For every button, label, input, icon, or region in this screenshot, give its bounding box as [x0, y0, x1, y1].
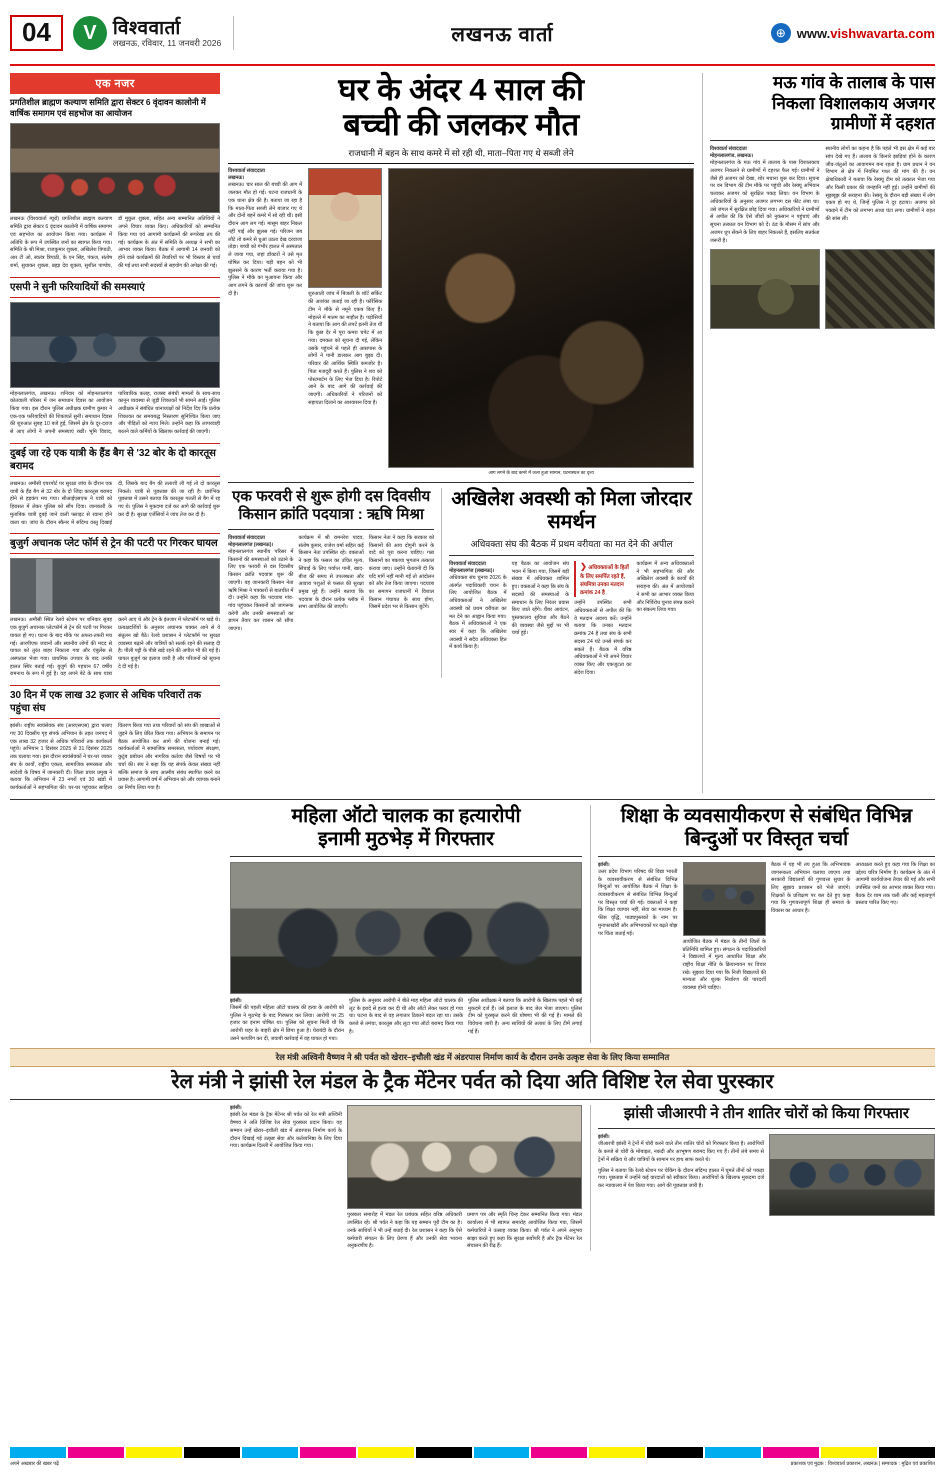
shiksha-col-3: बैठक में यह भी तय हुआ कि अभिभावक जागरूकता अभियान चलाया जाएगा तथा सरकारी विद्यालयों की गुणवत्ता सुधार के लिए सुझाव प्रशासन को भेजे जाएंगे। शिक्षकों के प्रशिक्षण पर बल देते हुए कहा गया कि गुणवत्तापूर्ण शिक्षा ही समाज के विकास का आधार है। [770, 861, 851, 915]
brief-5-title: 30 दिन में एक लाख 32 हजार से अधिक परिवारों तक पहुंचा संघ [10, 690, 202, 715]
akhilesh-dateline: मोहनलालगंज (लखनऊ)। [449, 567, 495, 574]
burnt-room-caption: आग लगने के बाद कमरे में जला हुआ सामान, घटनास्थल का दृश्य [488, 470, 594, 476]
brief-1-title: प्रगतिशील ब्राह्मण कल्याण समिति द्वारा सेक्टर 6 वृंदावन कालोनी में वार्षिक समागम एवं सहभोज का आयोजन [10, 97, 206, 119]
lead-headline-line2: बच्ची की जलकर मौत [343, 106, 579, 142]
lead-headline-line1: घर के अंदर 4 साल की [338, 72, 584, 107]
burnt-room-photo [388, 168, 694, 468]
lower-left-spacer [10, 805, 222, 1044]
grp-story [590, 1105, 935, 1251]
lead-subhead: राजधानी में बहन के साथ कमरे में सो रही थी, माता–पिता गए थे सब्जी लेने [228, 147, 694, 164]
url-prefix: www. [796, 25, 831, 41]
akhilesh-col-4: कार्यक्रम में अन्य अधिवक्ताओं ने भी सहभागिता की और अखिलेश अवस्थी के कार्यों की सराहना की। अंत में आयोजकों ने सभी का आभार व्यक्त किया और निर्विरोध चुनाव संपन्न कराने का संकल्प लिया गया। [636, 560, 695, 614]
lead-col-1: लखनऊ। चार साल की बच्ची की आग में जलकर मौत हो गई। घटना राजधानी के एक थाना क्षेत्र की है। बताया जा रहा है कि माता-पिता सब्जी लेने बाजार गए थे और दोनों बहनें कमरे में सो रही थीं। इसी दौरान आग लग गई। मासूम बाहर निकल नहीं पाई और झुलस गई। परिजन जब लौटे तो कमरे से धुआं उठता देख दरवाजा तोड़ा। बच्ची को गंभीर हालत में अस्पताल ले जाया गया, जहां डॉक्टरों ने उसे मृत घोषित कर दिया। बड़ी बहन को भी झुलसने के कारण भर्ती कराया गया है। पुलिस ने मौके का मुआयना किया और आग लगने के कारणों की जांच शुरू कर दी है। [228, 182, 303, 297]
kisan-credit: विश्ववार्ता संवाददाता [228, 534, 265, 541]
event-group-photo [10, 123, 220, 213]
snake-col-2: स्थानीय लोगों का कहना है कि पहले भी इस क्षेत्र में कई बार सांप देखे गए हैं। तालाब के किनारे झाड़ियां होने के कारण जीव-जंतुओं का आवागमन बना रहता है। ग्राम प्रधान ने वन विभाग से क्षेत्र में नियमित गश्त की मांग की है। वन क्षेत्राधिकारी ने बताया कि रेस्क्यू टीम को तत्काल भेजा गया और किसी प्रकार की जनहानि नहीं हुई। उन्होंने ग्रामीणों की सूझबूझ की सराहना की। रेस्क्यू के दौरान बड़ी संख्या में लोग एकत्र हो गए थे, जिन्हें पुलिस ने दूर हटाया। अजगर को पकड़ने में टीम को लगभग आधा घंटा लगा। ग्रामीणों ने राहत की सांस ली। [825, 146, 935, 222]
ek-nazar-label: एक नजर [10, 73, 220, 94]
website-link[interactable] [771, 23, 935, 43]
shiksha-col-4: अध्यक्षता करते हुए कहा गया कि शिक्षा का उद्देश्य चरित्र निर्माण है। कार्यक्रम के अंत में आगामी कार्ययोजना तैयार की गई और सभी उपस्थित जनों का आभार व्यक्त किया गया। बैठक देर शाम तक चली और कई महत्वपूर्ण प्रस्ताव पारित किए गए। [855, 861, 935, 907]
shiksha-col-1: उत्तर प्रदेश विभाग परिषद की विद्या भारती के व्यवसायीकरण से संबंधित विभिन्न बिन्दुओं पर आयोजित बैठक में शिक्षा के व्यवसायीकरण से संबंधित विभिन्न बिन्दुओं पर विस्तृत चर्चा की गई। वक्ताओं ने कहा कि शिक्षा व्यापार नहीं, सेवा का माध्यम है। फीस वृद्धि, पाठ्यपुस्तकों के नाम पर मुनाफाखोरी और अभिभावकों पर बढ़ते बोझ पर चिंता जताई गई। [598, 868, 678, 937]
main-column [228, 73, 694, 793]
akhilesh-col-1: अधिवक्ता संघ चुनाव 2026 के अंतर्गत पदाधिकारी चयन के लिए आयोजित बैठक में अधिवक्ताओं ने अखिलेश अवस्थी को प्रथम वरीयता का मत देने का आह्वान किया गया। बैठक में अधिवक्ताओं ने एक स्वर में कहा कि अखिलेश अवस्थी ने सदैव अधिवक्ता हित में कार्य किया है। [449, 574, 507, 651]
snake-headline-line3: ग्रामीणों में दहशत [830, 114, 935, 134]
grp-col-1: जीआरपी झांसी ने ट्रेनों में चोरी करने वाले तीन शातिर चोरों को गिरफ्तार किया है। आरोपियों के कब्जे से चोरी के मोबाइल, नकदी और आभूषण बरामद किए गए हैं। तीनों लंबे समय से ट्रेनों में सक्रिय थे और यात्रियों के सामान पर हाथ साफ करते थे। [598, 1141, 764, 1163]
mahila-headline-line1: महिला ऑटो चालक का हत्यारोपी [291, 804, 521, 827]
akhilesh-story [441, 488, 694, 678]
rail-col-2: पुरस्कार समारोह में मंडल रेल प्रबंधक सहित वरिष्ठ अधिकारी उपस्थित रहे। श्री पर्वत ने कहा कि यह सम्मान पूरी टीम का है। उनके साथियों ने भी उन्हें बधाई दी। रेल प्रशासन ने कहा कि ऐसे कर्मचारी संगठन के लिए प्रेरणा हैं और उनकी सेवा भावना अनुकरणीय है। [346, 1212, 462, 1250]
rail-dateline: झांसी। [230, 1105, 242, 1112]
mahila-auto-story [230, 805, 582, 1044]
akhilesh-col-2: यह बैठक का आयोजन संघ भवन में किया गया, जिसमें बड़ी संख्या में अधिवक्ता शामिल हुए। वक्ताओं ने कहा कि संघ के सदस्यों की समस्याओं के समाधान के लिए निरंतर प्रयास किए जाते रहेंगे। चैंबर आवंटन, पुस्तकालय सुविधा और बैठने की व्यवस्था जैसे मुद्दों पर भी चर्चा हुई। [511, 560, 570, 637]
shiksha-dateline: झांसी। [598, 861, 610, 868]
footer-right-note: प्रकाशक एवं मुद्रक : विश्ववार्ता प्रकाशन, लखनऊ | सम्पादक : मुद्रित एवं प्रकाशित [790, 1461, 935, 1467]
grp-dateline: झांसी। [598, 1134, 610, 1141]
kisan-story [228, 488, 434, 678]
brief-3-text: लखनऊ। अमौसी एयरपोर्ट पर सुरक्षा जांच के दौरान एक यात्री के हैंड बैग से 32 बोर के दो जिंदा कारतूस बरामद होने से हड़कंप मच गया। सीआईएसएफ ने यात्री को हिरासत में लेकर पुलिस को सौंप दिया। जानकारी के मुताबिक यात्री दुबई जाने वाली फ्लाइट से रवाना होने वाला था। जांच के दौरान स्कैनर में संदिग्ध वस्तु दिखाई दी, जिसके बाद बैग की तलाशी ली गई तो दो कारतूस निकले। यात्री से पूछताछ की जा रही है। प्रारंभिक पूछताछ में उसने बताया कि कारतूस गलती से बैग में रह गए थे। पुलिस ने मुकदमा दर्ज कर आगे की कार्रवाई शुरू कर दी है। सुरक्षा एजेंसियों ने जांच तेज कर दी है। [10, 480, 221, 526]
globe-icon: ⊕ [771, 23, 791, 43]
akhilesh-quote: ❯ अधिवक्ताओं के हितों के लिए समर्पित रहते हैं, संघमित्रा उनका मतदान क्रमांक 24 है [574, 561, 631, 597]
shiksha-story [590, 805, 935, 1044]
publication-logo [73, 16, 234, 50]
snake-col-1: मोहनलालगंज के मऊ गांव में तालाब के पास विशालकाय अजगर निकलने से ग्रामीणों में दहशत फैल गई। ग्रामीणों ने जैसे ही अजगर को देखा, शोर मचाना शुरू कर दिया। सूचना पर वन विभाग की टीम मौके पर पहुंची और रेस्क्यू अभियान चलाकर अजगर को सुरक्षित पकड़ लिया। वन विभाग के अधिकारियों के अनुसार अजगर लगभग दस फीट लंबा था। उसे जंगल में सुरक्षित छोड़ दिया गया। अधिकारियों ने ग्रामीणों से अपील की कि ऐसे जीवों को नुकसान न पहुंचाएं और सूचना तत्काल वन विभाग को दें। ठंड के मौसम में सांप और अजगर धूप सेंकने के लिए बाहर निकलते हैं, इसलिए सतर्कता जरूरी है। [710, 160, 820, 244]
rail-left-spacer [10, 1105, 222, 1251]
encounter-arrest-photo [230, 862, 582, 994]
logo-mark-icon: V [73, 16, 107, 50]
village-pond-photo [710, 249, 820, 329]
shiksha-headline-line1: शिक्षा के व्यवसायीकरण से संबंधित विभिन्न [620, 804, 913, 827]
lead-credit: विश्ववार्ता संवाददाता [228, 168, 265, 175]
footer-left-note: अपने अखबार की खबर पढ़ें [10, 1461, 59, 1467]
mahila-col-2: पुलिस के अनुसार आरोपी ने बीते माह महिला ऑटो चालक की लूट के इरादे से हत्या कर दी थी और ऑटो लेकर फरार हो गया था। घटना के बाद से वह लगातार ठिकाने बदल रहा था। उसके कब्जे से तमंचा, कारतूस और लूटा गया ऑटो बरामद किया गया है। [349, 997, 463, 1035]
snake-dateline: मोहनलालगंज, लखनऊ। [710, 153, 754, 160]
sp-public-hearing-photo [10, 302, 220, 388]
lead-story [228, 73, 694, 477]
akhilesh-deck: अधिवक्ता संघ की बैठक में प्रथम वरीयता का मत देने की अपील [470, 538, 673, 549]
brief-3-title: दुबई जा रहे एक यात्री के हैंड बैग से '32 बोर के दो कारतूस बरामद [10, 447, 216, 472]
kisan-col-3: किसान नेता ने कहा कि सरकार को किसानों की आय दोगुनी करने के वादे को पूरा करना चाहिए। गन्ना किसानों का बकाया भुगतान तत्काल कराया जाए। उन्होंने चेतावनी दी कि यदि मांगें नहीं मानी गईं तो आंदोलन को और तेज किया जाएगा। पदयात्रा का समापन राजधानी में विशाल किसान पंचायत के साथ होगा, जिसमें प्रदेश भर से किसान जुटेंगे। [368, 534, 435, 611]
rail-headline: रेल मंत्री ने झांसी रेल मंडल के ट्रैक मेंटेनर पर्वत को दिया अति विशिष्ट रेल सेवा पुरस्कार [171, 1071, 774, 1094]
snake-story [702, 73, 935, 793]
mahila-dateline: झांसी। [230, 997, 242, 1004]
shiksha-headline-line2: बिन्दुओं पर विस्तृत चर्चा [684, 827, 849, 850]
cmyk-colorbar [10, 1447, 935, 1458]
kisan-col-2: कार्यक्रम में श्री रामनरेश यादव, संतोष कुमार, राजेश वर्मा सहित कई किसान नेता उपस्थित रहे। वक्ताओं ने कहा कि फसल का उचित मूल्य, सिंचाई के लिए पर्याप्त पानी, खाद-बीज की समय से उपलब्धता और आवारा पशुओं से फसल की सुरक्षा प्रमुख मुद्दे हैं। उन्होंने बताया कि पदयात्रा के दौरान प्रत्येक ब्लॉक में सभा आयोजित की जाएगी। [298, 534, 364, 611]
brief-2-title: एसपी ने सुनी फरियादियों की समस्याएं [10, 281, 145, 293]
python-closeup-photo [825, 249, 935, 329]
rail-story [10, 1048, 935, 1251]
kisan-dateline: मोहनलालगंज (लखनऊ)। [228, 541, 274, 548]
ek-nazar-column [10, 73, 220, 793]
brief-4-title: बुजुर्ग अचानक प्लेट फॉर्म से ट्रेन की पटरी पर गिरकर घायल [10, 538, 218, 550]
brief-2-text: मोहनलालगंज, लखनऊ। शनिवार को मोहनलालगंज कोतवाली परिसर में जन समाधान दिवस का आयोजन किया गया। इस दौरान पुलिस अधीक्षक ग्रामीण कुमार ने एक-एक फरियादियों की शिकायतें सुनीं। समाधान दिवस की शुरुआत सुबह 10 बजे हुई, जिसमें क्षेत्र के दूर-दराज से आए लोगों ने अपनी समस्याएं रखीं। भूमि विवाद, पारिवारिक कलह, राजस्व संबंधी मामलों के साथ-साथ कानून व्यवस्था से जुड़ी शिकायतें भी सामने आईं। पुलिस अधीक्षक ने संबंधित थानाध्यक्षों को निर्देश दिए कि प्रत्येक शिकायत का समयबद्ध निस्तारण सुनिश्चित किया जाए और पीड़ितों को न्याय मिले। उन्होंने कहा कि लापरवाही बरतने वाले कर्मियों के खिलाफ कार्रवाई की जाएगी। [10, 390, 221, 436]
akhilesh-credit: विश्ववार्ता संवाददाता [449, 560, 486, 567]
kisan-headline-line1: एक फरवरी से शुरू होगी दस दिवसीय [232, 487, 431, 505]
mahila-col-3: पुलिस अधीक्षक ने बताया कि आरोपी के खिलाफ पहले भी कई मुकदमे दर्ज हैं। उसे इलाज के बाद जेल भेजा जाएगा। पुलिस टीम को पुरस्कृत करने की घोषणा भी की गई है। मामले की विवेचना जारी है। अन्य साथियों की तलाश के लिए टीमें लगाई गई हैं। [468, 997, 582, 1035]
snake-headline-line1: मऊ गांव के तालाब के पास [773, 73, 935, 92]
section-title: लखनऊ वार्ता [451, 23, 554, 46]
grp-arrest-photo [769, 1134, 935, 1216]
rail-col-3: प्रमाण पत्र और स्मृति चिन्ह देकर सम्मानित किया गया। मंडल कार्यालय में भी स्वागत समारोह आयोजित किया गया, जिसमें कर्मचारियों ने उत्साह व्यक्त किया। श्री पर्वत ने अपने अनुभव साझा करते हुए कहा कि सुरक्षा सर्वोपरि है और ट्रैक मेंटेनर रेल संचालन की रीढ़ हैं। [466, 1212, 582, 1250]
brief-5-text: झांसी। राष्ट्रीय स्वयंसेवक संघ (आरएसएस) द्वारा चलाए गए 30 दिवसीय गृह संपर्क अभियान के तहत जनपद में एक लाख 32 हजार से अधिक परिवारों तक कार्यकर्ता पहुंचे। अभियान 1 दिसंबर 2025 से 31 दिसंबर 2025 तक चलाया गया। इस दौरान स्वयंसेवकों ने घर-घर जाकर संघ के कार्यों, राष्ट्रीय एकता, सामाजिक समरसता और स्वदेशी के विषय में जानकारी दी। जिला प्रचार प्रमुख ने बताया कि अभियान में 23 नगरों एवं 30 खंडों में कार्यकर्ताओं ने सहभागिता की। घर-घर पहुंचकर साहित्य वितरण किया गया तथा परिवारों को संघ की शाखाओं से जुड़ने के लिए प्रेरित किया गया। अभियान के समापन पर बैठक आयोजित कर आगे की योजना बनाई गई। कार्यकर्ताओं ने सामाजिक समरसता, पर्यावरण संरक्षण, कुटुंब प्रबोधन और नागरिक कर्तव्य जैसे विषयों पर भी चर्चा की। संघ ने कहा कि यह संपर्क केवल संख्या नहीं बल्कि समाज के साथ आत्मीय संबंध स्थापित करने का प्रयास है। आगामी वर्ष में अभियान को और व्यापक बनाने का निर्णय लिया गया है। [10, 723, 221, 792]
mahila-headline-line2: इनामी मुठभेड़ में गिरफ्तार [318, 827, 494, 850]
rail-award-ceremony-photo [347, 1105, 582, 1209]
lead-dateline: लखनऊ। [228, 175, 245, 182]
grp-col-2: पुलिस ने बताया कि रेलवे स्टेशन पर चेकिंग के दौरान संदिग्ध हालत में घूमते तीनों को पकड़ा गया। पूछताछ में उन्होंने कई वारदातों को स्वीकार किया। आरोपियों के खिलाफ मुकदमा दर्ज कर न्यायालय में पेश किया गया। आगे की पूछताछ जारी है। [598, 1167, 764, 1190]
lead-col-2: शुरुआती जांच में बिजली के शॉर्ट सर्किट की आशंका जताई जा रही है। फॉरेंसिक टीम ने मौके से नमूने एकत्र किए हैं। मोहल्ले में मातम का माहौल है। पड़ोसियों ने बताया कि आग की लपटें इतनी तेज थीं कि कुछ देर में पूरा कमरा चपेट में आ गया। दमकल को सूचना दी गई, लेकिन उसके पहुंचने से पहले ही आसपास के लोगों ने पानी डालकर आग बुझा दी। परिवार की आर्थिक स्थिति कमजोर है। पिता मजदूरी करते हैं। पुलिस ने शव को पोस्टमार्टम के लिए भेज दिया है। रिपोर्ट आने के बाद आगे की कार्रवाई की जाएगी। अधिकारियों ने परिजनों को सहायता दिलाने का आश्वासन दिया है। [308, 291, 383, 406]
grp-headline: झांसी जीआरपी ने तीन शातिर चोरों को किया गिरफ्तार [623, 1105, 910, 1123]
snake-credit: विश्ववार्ता संवाददाता [710, 146, 747, 153]
education-conference-photo [683, 862, 766, 936]
shiksha-col-2: आयोजित बैठक में मंडल के तीनों जिलों के प्रतिनिधि शामिल हुए। संगठन के पदाधिकारियों ने विद्यालयों में मूल्य आधारित शिक्षा और राष्ट्रीय शिक्षा नीति के क्रियान्वयन पर विचार रखे। सुझाव दिया गया कि निजी विद्यालयों की मान्यता और शुल्क निर्धारण की पारदर्शी व्यवस्था होनी चाहिए। [682, 938, 766, 992]
publication-name: विश्ववार्ता [112, 17, 181, 39]
brief-4-text: लखनऊ। अमौसी स्थित रेलवे स्टेशन पर शनिवार सुबह एक बुजुर्ग अचानक प्लेटफॉर्म से ट्रेन की पटरी पर गिरकर घायल हो गए। घटना के बाद मौके पर अफरा-तफरी मच गई। आरपीएफ जवानों और स्थानीय लोगों की मदद से घायल को तुरंत बाहर निकाला गया और एंबुलेंस से अस्पताल भेजा गया। प्राथमिक उपचार के बाद उनकी हालत स्थिर बताई गई। बुजुर्ग की पहचान 67 वर्षीय रामनाथ के रूप में हुई है। वह अपने बेटे के साथ यात्रा करने आए थे और ट्रेन के इंतजार में प्लेटफॉर्म पर खड़े थे। प्रत्यक्षदर्शियों के अनुसार अचानक चक्कर आने से वे संतुलन खो बैठे। रेलवे प्रशासन ने प्लेटफॉर्म पर सुरक्षा व्यवस्था बढ़ाने और यात्रियों को सतर्क रहने की सलाह दी है। पीली पट्टी के पीछे खड़े रहने की अपील भी की गई है। घायल बुजुर्ग का इलाज जारी है और परिजनों को सूचना दे दी गई है। [10, 617, 221, 678]
kisan-col-1: मोहनलालगंज स्थानीय परिसर में किसानों की समस्याओं को उठाने के लिए एक फरवरी से दस दिवसीय किसान क्रांति पदयात्रा शुरू की जाएगी। यह जानकारी किसान नेता ऋषि मिश्रा ने पत्रकारों से बातचीत में दी। उन्होंने कहा कि पदयात्रा गांव-गांव पहुंचकर किसानों को जागरूक करेगी और उनकी समस्याओं का ज्ञापन तैयार कर शासन को सौंपा जाएगा। [228, 548, 294, 633]
edition-date: लखनऊ, रविवार, 11 जनवरी 2026 [112, 37, 222, 48]
railway-platform-photo [10, 558, 220, 614]
victim-child-photo [308, 168, 382, 288]
rail-ribbon: रेल मंत्री अश्विनी वैष्णव ने श्री पर्वत को खेरार–इचौली खंड में अंडरपास निर्माण कार्य के दौरान उनके उत्कृष्ट सेवा के लिए किया सम्मानित [10, 1048, 935, 1067]
url-domain: vishwavarta.com [830, 25, 935, 41]
masthead [10, 8, 935, 66]
snake-headline-line2: निकला विशालकाय अजगर [771, 93, 935, 113]
brief-1-text: लखनऊ (विश्ववार्ता ब्यूरो) प्रगतिशील ब्राह्मण कल्याण समिति द्वारा सेक्टर 6 वृंदावन कालोनी में वार्षिक समागम एवं सहभोज का आयोजन किया गया। कार्यक्रम में अतिथि के रूप में उपस्थित जनों का स्वागत किया गया। समिति के श्री मिश्रा, राजकुमार शुक्ला, अखिलेश त्रिपाठी, आर टी ओ, स्वतंत्र त्रिपाठी, के एन सिंह, पंकज, संतोष शर्मा, सुधाकर शुक्ला, ब्रह्मा देव शुक्ला, सुशील पाण्डेय, डॉ मुकुल शुक्ला, सहित अन्य सम्मानित अतिथियों ने अपने विचार व्यक्त किए। अधिकारियों को सम्मानित किया गया एवं आगामी कार्यक्रमों की रूपरेखा तय की गई। कार्यक्रम के अंत में समिति के अध्यक्ष ने सभी का आभार व्यक्त किया। बैठक में आगामी 14 जनवरी को होने वाले कार्यक्रमों की तैयारियों पर भी विस्तार से चर्चा की गई तथा सभी सदस्यों से सहयोग की अपेक्षा की गई। [10, 216, 221, 269]
akhilesh-col-3: उन्होंने उपस्थित सभी अधिवक्ताओं से अपील की कि वे मतदान अवश्य करें। उन्होंने बताया कि उनका मतदान क्रमांक 24 है तथा संघ के सभी सदस्य 24 घंटे उनसे संपर्क कर सकते हैं। बैठक में वरिष्ठ अधिवक्ताओं ने भी अपने विचार व्यक्त किए और एकजुटता का संदेश दिया। [574, 600, 632, 676]
print-registration-strip [10, 1447, 935, 1467]
mahila-col-1: जिसमें की पहली महिला ऑटो चालक की हत्या के आरोपी को पुलिस ने मुठभेड़ के बाद गिरफ्तार कर लिया। आरोपी पर 25 हजार का इनाम घोषित था। पुलिस को सूचना मिली थी कि आरोपी शहर के बाहरी क्षेत्र में छिपा हुआ है। घेराबंदी के दौरान उसने फायरिंग कर दी, जवाबी कार्रवाई में वह घायल हो गया। [230, 1004, 344, 1042]
page-number: 04 [10, 15, 63, 51]
akhilesh-headline: अखिलेश अवस्थी को मिला जोरदार समर्थन [451, 487, 692, 533]
rail-col-1: झांसी रेल मंडल के ट्रैक मेंटेनर श्री पर्वत को रेल मंत्री अश्विनी वैष्णव ने अति विशिष्ट रेल सेवा पुरस्कार प्रदान किया। यह सम्मान उन्हें खेरार–इचौली खंड में अंडरपास निर्माण कार्य के दौरान दिखाई गई उत्कृष्ट सेवा और कर्तव्यनिष्ठा के लिए दिया गया। कार्यक्रम दिल्ली में आयोजित किया गया। [230, 1112, 342, 1150]
kisan-headline-line2: किसान क्रांति पदयात्रा : ऋषि मिश्रा [238, 505, 424, 523]
